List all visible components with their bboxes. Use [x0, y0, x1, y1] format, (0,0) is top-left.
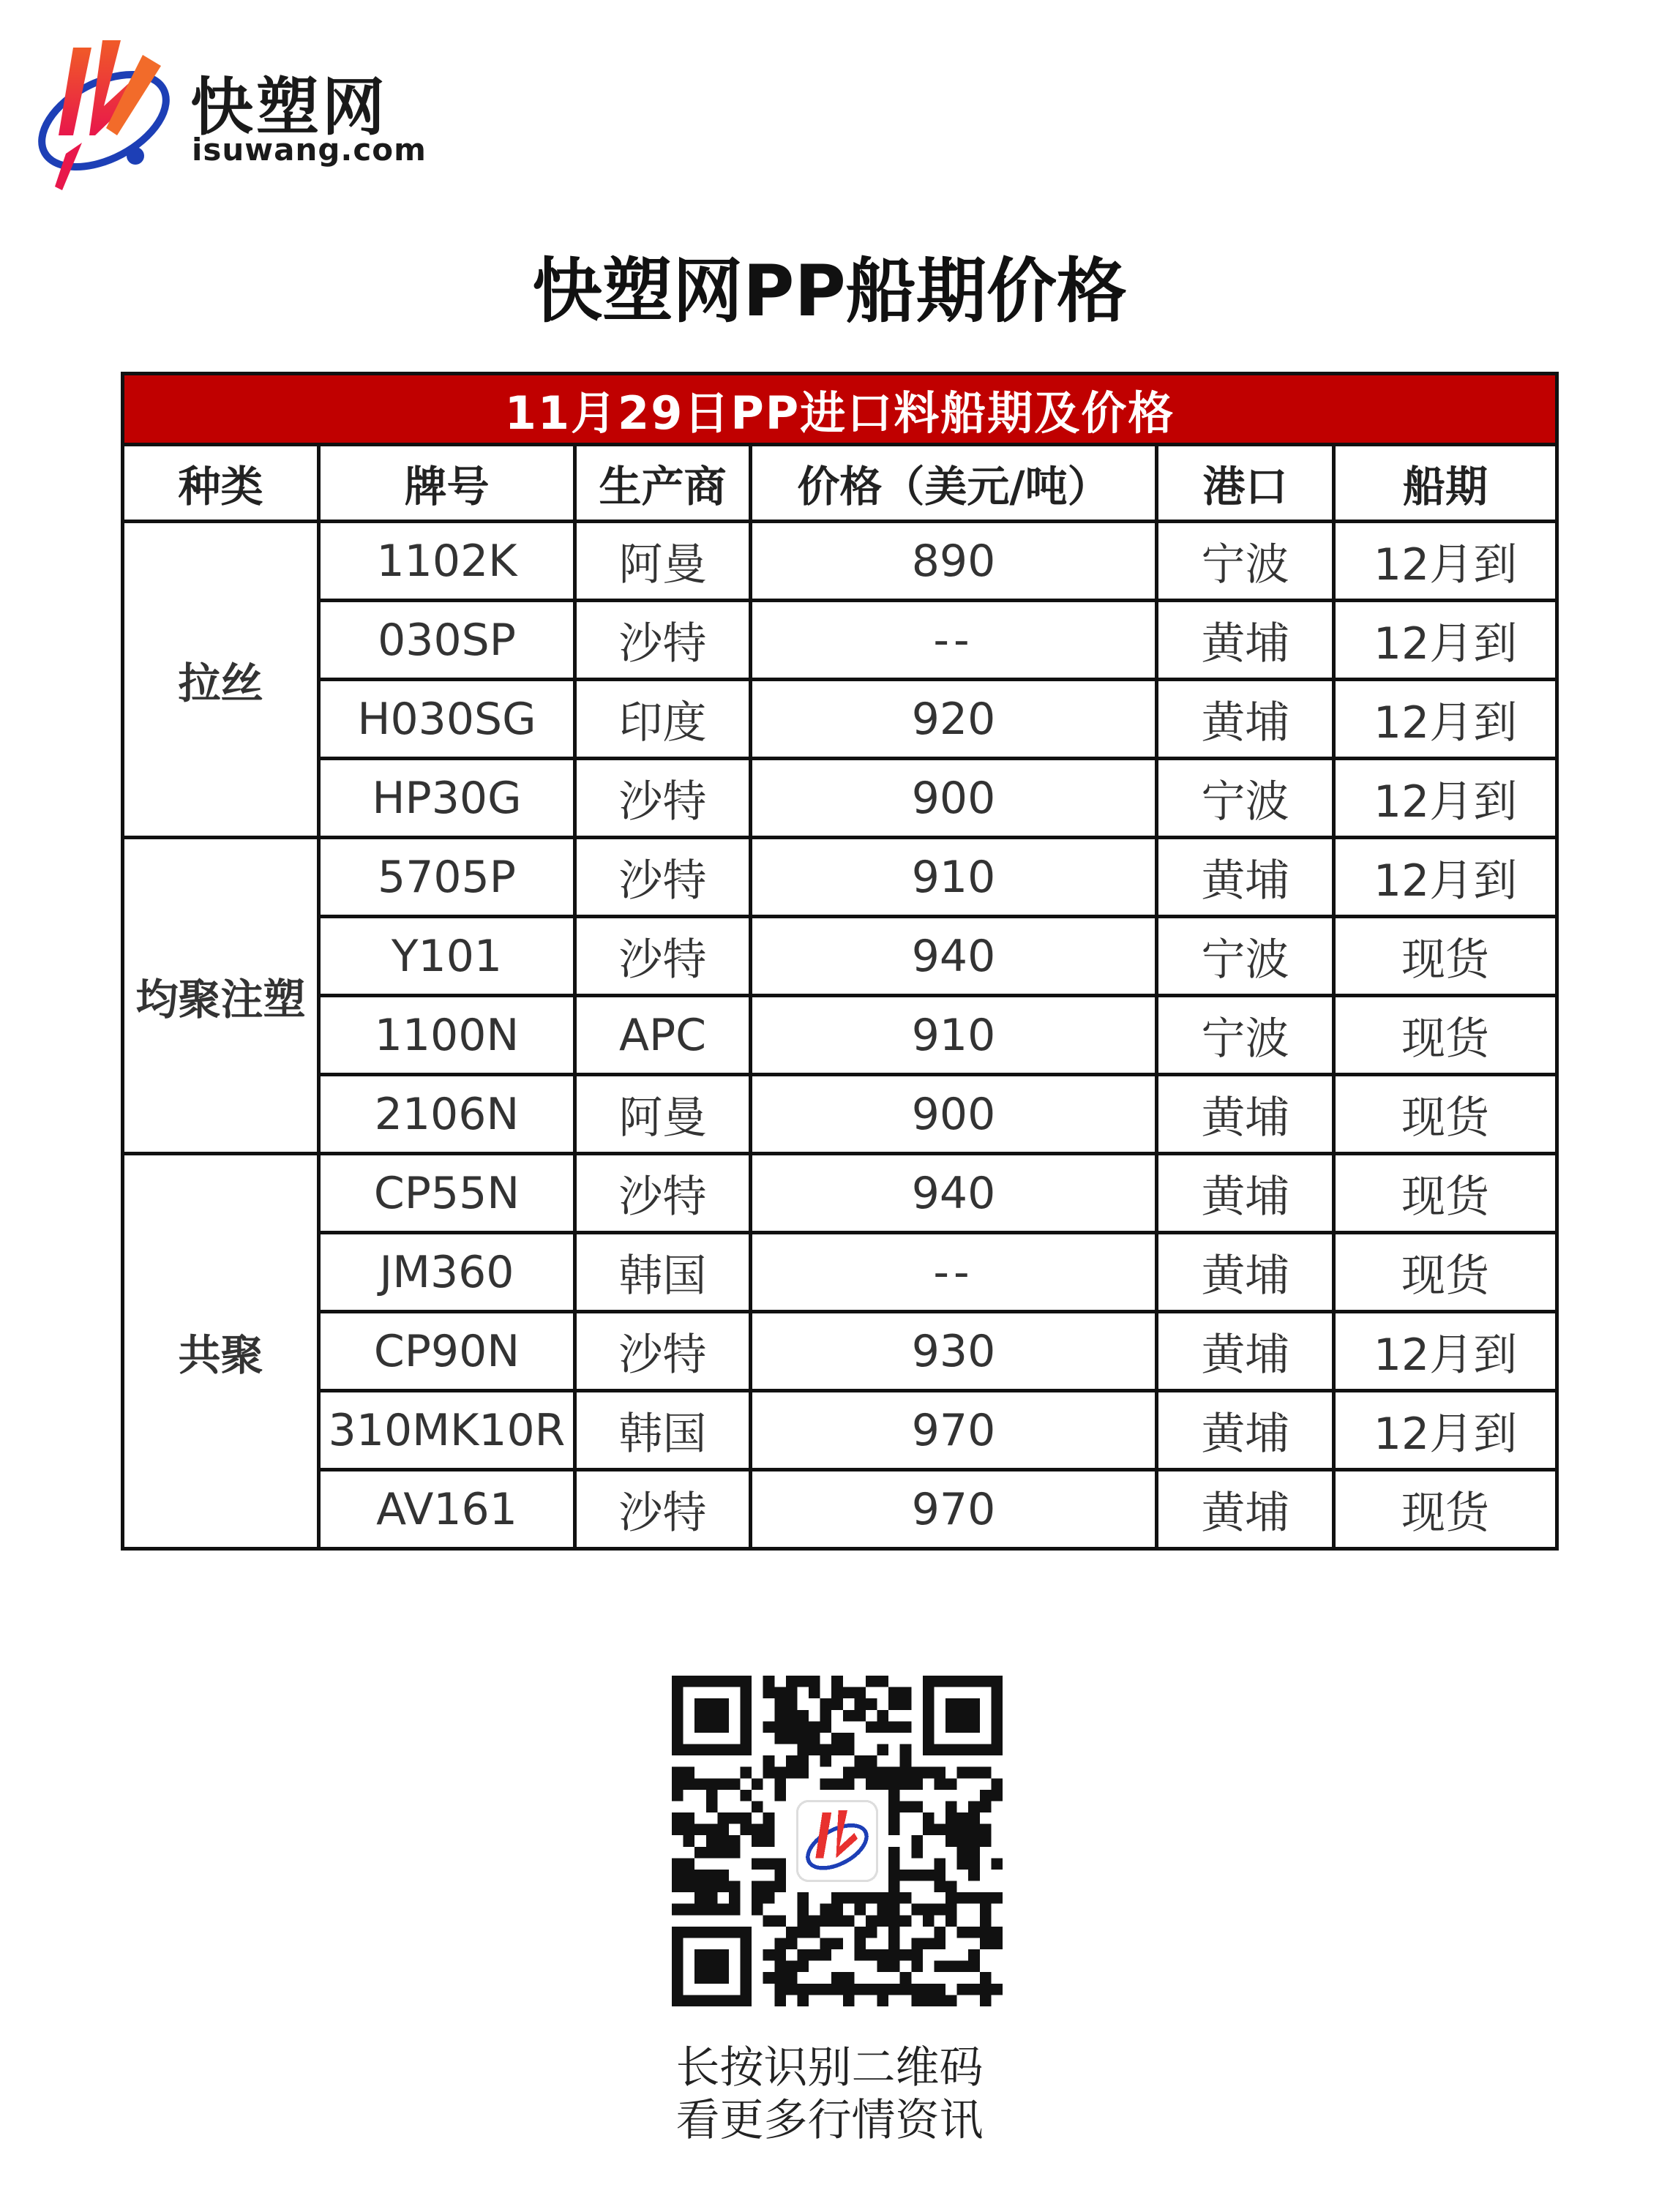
table-row [123, 1391, 1557, 1470]
grade-cell: Y101 [319, 917, 575, 996]
port-cell: 宁波 [1157, 917, 1334, 996]
category-cell: 拉丝 [123, 522, 319, 838]
grade-cell: CP90N [319, 1312, 575, 1391]
shipment-cell: 现货 [1334, 1075, 1557, 1154]
price-cell: 890 [751, 522, 1157, 601]
maker-cell: 沙特 [575, 1470, 751, 1549]
port-cell: 宁波 [1157, 996, 1334, 1075]
category-cell: 均聚注塑 [123, 838, 319, 1154]
price-cell: 910 [751, 996, 1157, 1075]
shipment-cell: 12月到 [1334, 759, 1557, 838]
price-cell: -- [751, 1233, 1157, 1312]
grade-cell: 5705P [319, 838, 575, 917]
header-category: 种类 [123, 445, 319, 522]
port-cell: 黄埔 [1157, 1075, 1334, 1154]
price-cell: 900 [751, 759, 1157, 838]
table-row [123, 1075, 1557, 1154]
price-cell: 900 [751, 1075, 1157, 1154]
maker-cell: 韩国 [575, 1391, 751, 1470]
price-cell: 910 [751, 838, 1157, 917]
shipment-cell: 12月到 [1334, 601, 1557, 680]
maker-cell: 沙特 [575, 601, 751, 680]
maker-cell: APC [575, 996, 751, 1075]
maker-cell: 沙特 [575, 917, 751, 996]
shipment-cell: 现货 [1334, 1154, 1557, 1233]
header-grade: 牌号 [319, 445, 575, 522]
price-cell: 920 [751, 680, 1157, 759]
port-cell: 黄埔 [1157, 680, 1334, 759]
grade-cell: 1100N [319, 996, 575, 1075]
price-cell: 970 [751, 1391, 1157, 1470]
shipment-cell: 现货 [1334, 996, 1557, 1075]
grade-cell: 030SP [319, 601, 575, 680]
grade-cell: AV161 [319, 1470, 575, 1549]
header-shipment: 船期 [1334, 445, 1557, 522]
grade-cell: 2106N [319, 1075, 575, 1154]
table-row [123, 917, 1557, 996]
price-cell: 940 [751, 1154, 1157, 1233]
page-title: 快塑网PP船期价格 [532, 250, 1127, 332]
shipment-cell: 12月到 [1334, 1312, 1557, 1391]
qr-code-icon[interactable] [672, 1676, 1003, 2006]
port-cell: 黄埔 [1157, 601, 1334, 680]
table-row [123, 522, 1557, 601]
shipment-cell: 12月到 [1334, 522, 1557, 601]
table-row [123, 996, 1557, 1075]
port-cell: 黄埔 [1157, 838, 1334, 917]
qr-caption [0, 2042, 1659, 2147]
price-cell: 930 [751, 1312, 1157, 1391]
port-cell: 黄埔 [1157, 1470, 1334, 1549]
grade-cell: CP55N [319, 1154, 575, 1233]
table-row [123, 1312, 1557, 1391]
table-row [123, 838, 1557, 917]
table-banner: 11月29日PP进口料船期及价格 [123, 374, 1557, 445]
grade-cell: JM360 [319, 1233, 575, 1312]
maker-cell: 阿曼 [575, 522, 751, 601]
maker-cell: 沙特 [575, 1312, 751, 1391]
grade-cell: 310MK10R [319, 1391, 575, 1470]
header-port: 港口 [1157, 445, 1334, 522]
shipment-cell: 现货 [1334, 917, 1557, 996]
maker-cell: 沙特 [575, 838, 751, 917]
shipment-cell: 现货 [1334, 1233, 1557, 1312]
table-row [123, 680, 1557, 759]
table-row [123, 1154, 1557, 1233]
table-row [123, 1233, 1557, 1312]
isuwang-logo-icon [22, 26, 190, 194]
brand-name: 快塑网 [190, 71, 388, 144]
maker-cell: 韩国 [575, 1233, 751, 1312]
maker-cell: 沙特 [575, 1154, 751, 1233]
header-maker: 生产商 [575, 445, 751, 522]
shipment-cell: 12月到 [1334, 838, 1557, 917]
category-cell: 共聚 [123, 1154, 319, 1549]
port-cell: 黄埔 [1157, 1312, 1334, 1391]
price-cell: 940 [751, 917, 1157, 996]
maker-cell: 阿曼 [575, 1075, 751, 1154]
port-cell: 黄埔 [1157, 1154, 1334, 1233]
price-cell: 970 [751, 1470, 1157, 1549]
price-table-container [121, 372, 1555, 1551]
price-cell: -- [751, 601, 1157, 680]
brand-domain: isuwang.com [192, 132, 427, 168]
shipment-cell: 现货 [1334, 1470, 1557, 1549]
header-price: 价格（美元/吨） [751, 445, 1157, 522]
port-cell: 黄埔 [1157, 1233, 1334, 1312]
qr-caption-line1: 长按识别二维码 [675, 2042, 984, 2093]
grade-cell: HP30G [319, 759, 575, 838]
maker-cell: 沙特 [575, 759, 751, 838]
shipment-cell: 12月到 [1334, 680, 1557, 759]
port-cell: 宁波 [1157, 522, 1334, 601]
port-cell: 黄埔 [1157, 1391, 1334, 1470]
table-row [123, 1470, 1557, 1549]
grade-cell: 1102K [319, 522, 575, 601]
port-cell: 宁波 [1157, 759, 1334, 838]
brand-logo [22, 26, 432, 194]
price-table [121, 372, 1559, 1551]
table-row [123, 601, 1557, 680]
qr-caption-line2: 看更多行情资讯 [675, 2095, 984, 2146]
maker-cell: 印度 [575, 680, 751, 759]
grade-cell: H030SG [319, 680, 575, 759]
shipment-cell: 12月到 [1334, 1391, 1557, 1470]
table-row [123, 759, 1557, 838]
